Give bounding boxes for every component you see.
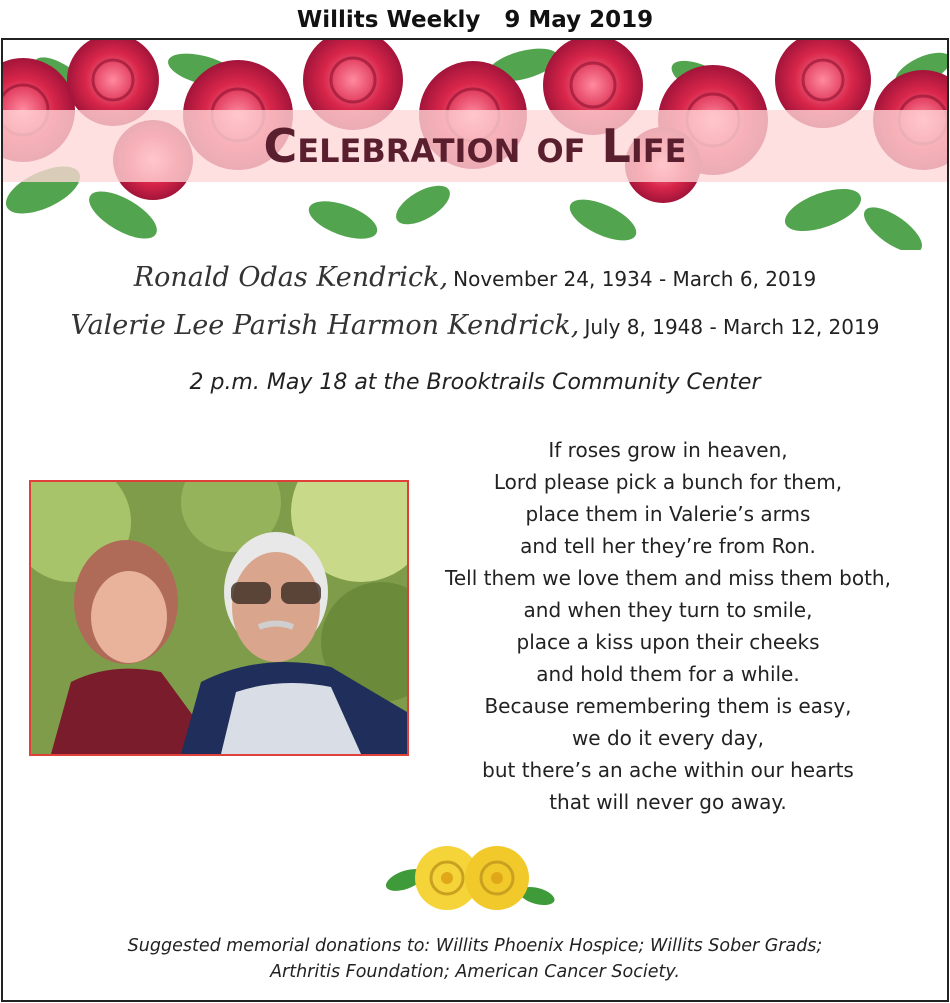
donations-line: Suggested memorial donations to: Willits Phoenix Hospice; Willits Sober Grads; — [127, 936, 823, 956]
person-2-line — [3, 310, 947, 341]
person-1-name: Ronald Odas Kendrick, — [133, 262, 449, 293]
poem-line: place a kiss upon their cheeks — [516, 630, 820, 654]
couple-photo — [29, 480, 409, 756]
service-details: 2 p.m. May 18 at the Brooktrails Community Center — [189, 370, 761, 395]
poem-line: but there’s an ache within our hearts — [482, 758, 854, 782]
yellow-roses-icon — [385, 838, 557, 918]
poem-line: If roses grow in heaven, — [548, 438, 788, 462]
poem-line: and hold them for a while. — [536, 662, 800, 686]
person-2-name: Valerie Lee Parish Harmon Kendrick, — [70, 310, 580, 341]
obituary-notice — [1, 38, 949, 1002]
person-1-line — [3, 262, 947, 293]
page-title: Celebration of Life — [263, 119, 687, 173]
poem-line: Lord please pick a bunch for them, — [493, 470, 843, 494]
person-2-dates: July 8, 1948 - March 12, 2019 — [584, 315, 880, 339]
poem-line: that will never go away. — [549, 790, 787, 814]
person-1-dates: November 24, 1934 - March 6, 2019 — [453, 267, 817, 291]
memorial-poem — [433, 434, 903, 818]
poem-line: and when they turn to smile, — [523, 598, 813, 622]
donations-line: Arthritis Foundation; American Cancer Society. — [270, 962, 680, 982]
memorial-donations — [3, 933, 947, 985]
poem-line: and tell her they’re from Ron. — [520, 534, 816, 558]
poem-line: Tell them we love them and miss them both, — [445, 566, 891, 590]
poem-line: place them in Valerie’s arms — [525, 502, 811, 526]
poem-line: we do it every day, — [571, 726, 765, 750]
poem-line: Because remembering them is easy, — [484, 694, 852, 718]
masthead: Willits Weekly 9 May 2019 — [296, 7, 654, 33]
couple-photo-illustration — [31, 482, 407, 754]
